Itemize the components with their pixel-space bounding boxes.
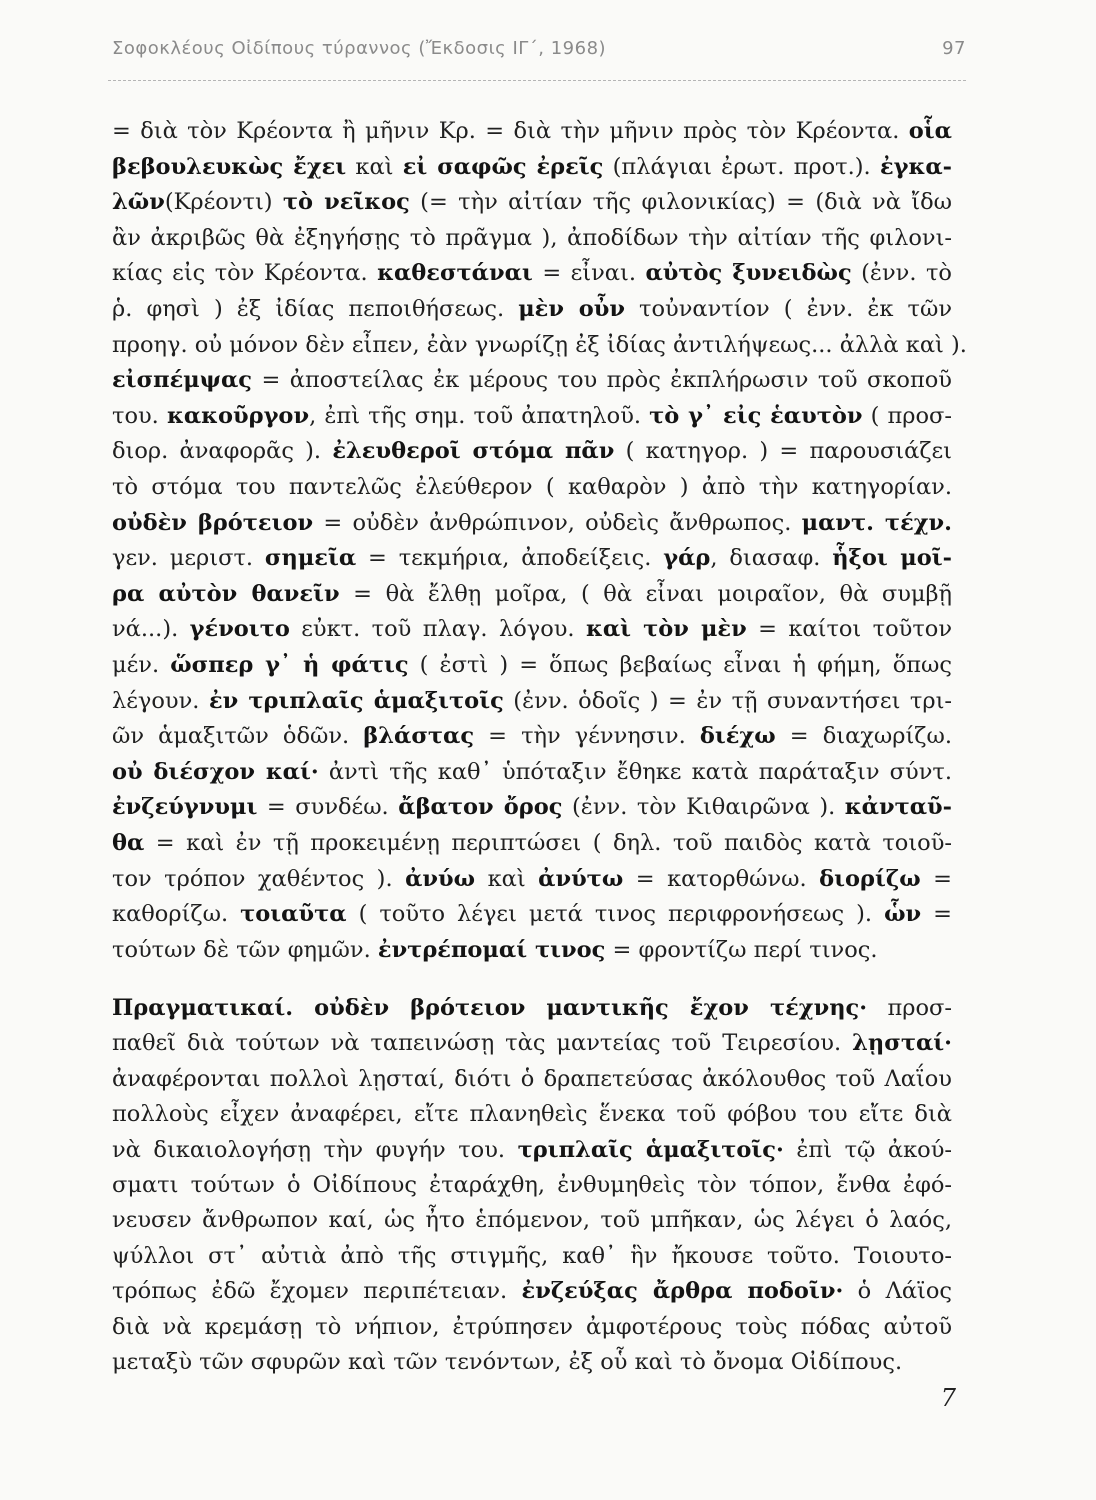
notes-line [112, 754, 952, 790]
gloss-text: προηγ. οὐ μόνον δὲν εἶπεν, ἐὰν γνωρίζῃ ἐξ ἰδίας ἀντιλήψεως... ἀλλὰ καὶ ). [112, 331, 967, 358]
gloss-text: διὰ νὰ κρεμάσῃ τὸ νήπιον, ἐτρύπησεν ἀμφοτέρους τοὺς πόδας αὐτοῦ [112, 1313, 952, 1340]
gloss-text: τρόπως ἐδῶ ἔχομεν περιπέτειαν. [112, 1278, 522, 1305]
gloss-text: τοὐναντίον ( ἐνν. ἐκ τῶν [624, 296, 952, 322]
gloss-text: = [921, 901, 952, 928]
gloss-text: ἂν ἀκριβῶς θὰ ἐξηγήσῃς τὸ πρᾶγμα ), ἀποδίδων τὴν αἰτίαν τῆς φιλονι- [112, 224, 952, 251]
gloss-text: ὁ Λάϊος [843, 1278, 952, 1305]
commentary-line [112, 1202, 952, 1238]
commentary-line [112, 1309, 952, 1345]
lemma: οὐδὲν βρότειον [112, 509, 314, 536]
gloss-text: = διὰ τὸν Κρέοντα ἢ μῆνιν Κρ. = διὰ τὴν μῆνιν πρὸς τὸν Κρέοντα. [112, 118, 909, 144]
commentary-line [112, 1344, 952, 1380]
gloss-text: , ἐπὶ τῆς σημ. τοῦ ἀπατηλοῦ. [309, 402, 650, 429]
notes-line [112, 861, 952, 897]
lemma: τριπλαῖς ἁμαξιτοῖς· [517, 1136, 784, 1163]
running-head [112, 38, 966, 59]
gloss-text: = φροντίζω περί τινος. [605, 936, 878, 963]
gloss-text: ψύλλοι στ᾽ αὐτιὰ ἀπὸ τῆς στιγμῆς, καθ᾽ ἣν ἤκουσε τοῦτο. Τοιουτο- [112, 1242, 952, 1269]
notes-line [112, 327, 967, 363]
notes-line [112, 149, 952, 185]
notes-line [112, 647, 952, 683]
notes-line [112, 184, 952, 220]
lemma: θα [112, 830, 145, 856]
lemma: ἀνύω [405, 865, 476, 892]
lemma: αὐτὸς ξυνειδὼς [645, 260, 852, 287]
lemma: τὸ γ᾽ εἰς ἑαυτὸν [649, 402, 863, 429]
commentary-line [112, 1132, 952, 1168]
gloss-text: ( τοῦτο λέγει μετά τινος περιφρονήσεως ). [346, 901, 885, 928]
notes-line [112, 362, 952, 398]
notes-line [112, 505, 952, 541]
gloss-text: ῥ. φησὶ ) ἐξ ἰδίας πεποιθήσεως. [112, 296, 519, 322]
lemma: σημεῖα [264, 545, 357, 572]
gloss-text: ἀναφέρονται πολλοὶ λῃσταί, διότι ὁ δραπετεύσας ἀκόλουθος τοῦ Λαΐου [112, 1065, 952, 1092]
lemma: ἐλευθεροῖ στόμα πᾶν [332, 438, 615, 465]
lemma: ὥσπερ γ᾽ ἡ φάτις [170, 652, 409, 678]
lemma: κακοῦργον [166, 402, 310, 429]
gloss-text: προσ- [867, 995, 952, 1021]
lemma: ἐν τριπλαῖς ἁμαξιτοῖς [208, 687, 504, 714]
gloss-text: πολλοὺς εἶχεν ἀναφέρει, εἴτε πλανηθεὶς ἕνεκα τοῦ φόβου του εἴτε διὰ [112, 1101, 952, 1128]
signature-mark: 7 [940, 1384, 956, 1412]
lemma: γάρ [663, 545, 711, 572]
gloss-text: = κατορθώνω. [623, 865, 820, 892]
running-title: Σοφοκλέους Οἰδίπους τύραννος (Ἔκδοσις ΙΓ΄, 1968) [112, 38, 607, 59]
notes-line [112, 255, 952, 291]
gloss-text: ἀντὶ τῆς καθ᾽ ὑπόταξιν ἔθηκε κατὰ παράταξιν σύντ. [318, 758, 952, 785]
gloss-text: ( ἐστὶ ) = ὅπως βεβαίως εἶναι ἡ φήμη, ὅπως [408, 652, 952, 678]
gloss-text: κίας εἰς τὸν Κρέοντα. [112, 260, 378, 287]
lemma: κἀνταῦ- [844, 794, 952, 821]
gloss-text: = καίτοι τοῦτον [746, 616, 952, 643]
commentary-line [112, 1061, 952, 1097]
gloss-text: ( κατηγορ. ) = παρουσιάζει [614, 438, 952, 465]
gloss-text: τὸ στόμα του παντελῶς ἐλεύθερον ( καθαρὸν ) ἀπὸ τὴν κατηγορίαν. [112, 474, 952, 500]
gloss-text: νά...). [112, 616, 190, 643]
gloss-text: = συνδέω. [257, 794, 399, 821]
commentary-line [112, 1096, 952, 1132]
lemma: βεβουλευκὼς ἔχει [112, 153, 347, 180]
gloss-text: = οὐδὲν ἀνθρώπινον, οὐδεὶς ἄνθρωπος. [313, 509, 802, 536]
lemma: διορίζω [819, 865, 921, 892]
commentary-line [112, 990, 952, 1026]
lemma: γένοιτο [189, 616, 290, 643]
notes-line [112, 896, 952, 932]
commentary-line [112, 1025, 952, 1061]
lemma: ἐγκα- [879, 153, 952, 180]
notes-line [112, 932, 952, 968]
notes-line [112, 220, 952, 256]
notes-line [112, 469, 952, 505]
gloss-text: παθεῖ διὰ τούτων νὰ ταπεινώσῃ τὰς μαντείας τοῦ Τειρεσίου. [112, 1030, 853, 1057]
gloss-text: (πλάγιαι ἐρωτ. προτ.). [603, 153, 880, 180]
lemma: βλάστας [363, 723, 475, 750]
lemma: ὧν [884, 901, 922, 928]
gloss-text: καθορίζω. [112, 901, 241, 928]
lemma: ἧξοι μοῖ- [832, 545, 952, 572]
lemma: μὲν οὖν [518, 296, 625, 322]
gloss-text: τον τρόπον χαθέντος ). [112, 865, 406, 892]
gloss-text: τούτων δὲ τῶν φημῶν. [112, 936, 378, 963]
lemma: ρα αὐτὸν θανεῖν [112, 580, 340, 607]
lemma: ἐντρέπομαί τινος [377, 936, 606, 963]
gloss-text: , διασαφ. [710, 545, 833, 572]
gloss-text: λέγουν. [112, 687, 209, 714]
gloss-text: σματι τούτων ὁ Οἰδίπους ἐταράχθη, ἐνθυμηθεὶς τὸν τόπον, ἔνθα ἐφό- [112, 1172, 952, 1198]
lemma: Πραγματικαί. οὐδὲν βρότειον μαντικῆς ἔχον τέχνης· [112, 995, 868, 1021]
notes-line [112, 825, 952, 861]
header-rule [108, 80, 966, 81]
gloss-text: = καὶ ἐν τῇ προκειμένῃ περιπτώσει ( δηλ. τοῦ παιδὸς κατὰ τοιοῦ- [144, 830, 952, 856]
lemma: λῃσταί· [852, 1030, 952, 1057]
gloss-text: μέν. [112, 652, 171, 678]
lemma: τοιαῦτα [240, 901, 347, 928]
notes-line [112, 540, 952, 576]
commentary-line [112, 1167, 952, 1203]
lemma: μαντ. τέχν. [801, 509, 952, 536]
lemma: ἄβατον ὄρος [398, 794, 563, 821]
lemma: ἐνζεύγνυμι [112, 794, 258, 821]
lemma: καθεστάναι [377, 260, 533, 287]
lemma: λῶν [112, 189, 165, 216]
gloss-text: διορ. ἀναφορᾶς ). [112, 438, 333, 465]
gloss-text: = διαχωρίζω. [775, 723, 952, 750]
lemma: τὸ νεῖκος [282, 189, 410, 216]
lemma: καὶ τὸν μὲν [585, 616, 747, 643]
lemma: ἐνζεύξας ἄρθρα ποδοῖν· [521, 1278, 844, 1305]
gloss-text: (= τὴν αἰτίαν τῆς φιλονικίας) = (διὰ νὰ ἴδω [409, 189, 952, 216]
lemma: ἀνύτω [538, 865, 624, 892]
notes-line [112, 113, 952, 149]
gloss-text: του. [112, 402, 167, 429]
lemma: οὐ διέσχον καί· [112, 758, 319, 785]
gloss-text: = τεκμήρια, ἀποδείξεις. [356, 545, 664, 572]
notes-line [112, 683, 952, 719]
notes-line [112, 718, 952, 754]
commentary-line [112, 1238, 952, 1274]
notes-line [112, 291, 952, 327]
gloss-text: ῶν ἁμαξιτῶν ὁδῶν. [112, 723, 364, 750]
gloss-text: μεταξὺ τῶν σφυρῶν καὶ τῶν τενόντων, ἐξ οὗ καὶ τὸ ὄνομα Οἰδίπους. [112, 1349, 903, 1375]
notes-line [112, 789, 952, 825]
gloss-text: γεν. μεριστ. [112, 545, 265, 572]
notes-line [112, 576, 952, 612]
notes-line [112, 433, 952, 469]
gloss-text: (ἐνν. τὸ [851, 260, 952, 287]
gloss-text: καὶ [346, 153, 403, 180]
lemma: εἰσπέμψας [112, 367, 252, 394]
commentary-line [112, 1273, 952, 1309]
gloss-text: = θὰ ἔλθῃ μοῖρα, ( θὰ εἶναι μοιραῖον, θὰ συμβῇ [339, 580, 952, 607]
gloss-text: = τὴν γέννησιν. [474, 723, 700, 750]
gloss-text: ἐπὶ τῷ ἀκού- [783, 1136, 952, 1163]
gloss-text: εὐκτ. τοῦ πλαγ. λόγου. [289, 616, 586, 643]
gloss-text: = [920, 865, 952, 892]
page-number: 97 [942, 38, 966, 59]
gloss-text: νευσεν ἄνθρωπον καί, ὡς ἦτο ἑπόμενον, τοῦ μπῆκαν, ὡς λέγει ὁ λαός, [112, 1207, 952, 1234]
gloss-text: = ἀποστείλας ἐκ μέρους του πρὸς ἐκπλήρωσιν τοῦ σκοποῦ [251, 367, 952, 394]
gloss-text: καὶ [475, 865, 539, 892]
gloss-text: (ἐνν. τὸν Κιθαιρῶνα ). [562, 794, 845, 821]
lemma: οἷα [908, 118, 952, 144]
lemma: διέχω [699, 723, 776, 750]
notes-line [112, 398, 952, 434]
lemma: εἰ σαφῶς ἐρεῖς [402, 153, 604, 180]
gloss-text: ( προσ- [862, 402, 952, 429]
gloss-text: = εἶναι. [532, 260, 646, 287]
notes-line [112, 611, 952, 647]
gloss-text: (ἐνν. ὁδοῖς ) = ἐν τῇ συναντήσει τρι- [503, 687, 953, 714]
gloss-text: (Κρέοντι) [164, 189, 283, 216]
gloss-text: νὰ δικαιολογήσῃ τὴν φυγήν του. [112, 1136, 518, 1163]
